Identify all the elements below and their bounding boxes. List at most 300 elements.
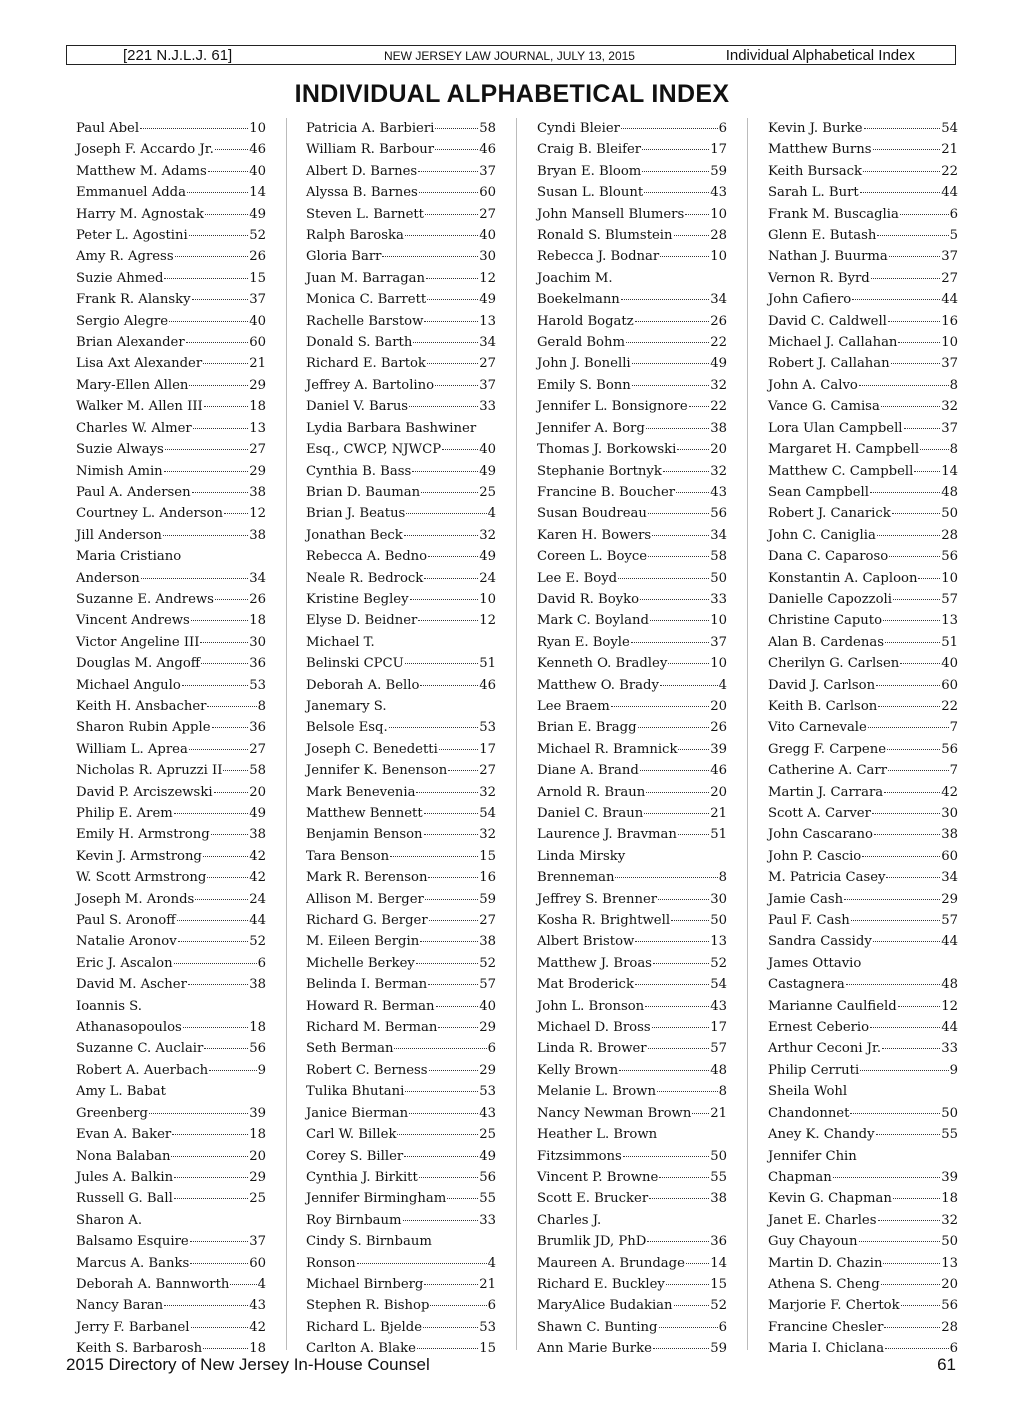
index-entry-page: 46 — [479, 142, 496, 158]
index-entry-name: Deborah A. Bannworth — [76, 1276, 230, 1292]
dot-leader — [214, 792, 249, 793]
index-entry — [306, 482, 496, 503]
index-entry — [768, 568, 958, 589]
index-entry-page: 46 — [479, 677, 496, 693]
index-entry — [306, 353, 496, 374]
index-entry-name: Steven L. Barnett — [306, 206, 424, 222]
index-entry-page: 33 — [941, 1041, 958, 1057]
index-entry — [306, 375, 496, 396]
index-entry — [306, 503, 496, 524]
index-entry-name-line1: Charles J. — [537, 1212, 602, 1228]
index-entry — [306, 246, 496, 267]
dot-leader — [877, 235, 948, 236]
index-entry — [306, 1317, 496, 1338]
index-entry — [306, 1295, 496, 1316]
dot-leader — [397, 1134, 478, 1135]
index-entry-name: Dana C. Caparoso — [768, 549, 889, 565]
index-entry-name: Charles W. Almer — [76, 420, 192, 436]
index-entry-page: 29 — [479, 1062, 496, 1078]
index-entry-page: 20 — [249, 1148, 266, 1164]
index-entry — [306, 525, 496, 546]
index-entry — [768, 461, 958, 482]
dot-leader — [421, 492, 478, 493]
index-entry-page: 33 — [479, 399, 496, 415]
index-entry-name: Stephen R. Bishop — [306, 1298, 430, 1314]
dot-leader — [844, 899, 940, 900]
index-entry-page: 46 — [249, 142, 266, 158]
index-entry — [76, 1060, 266, 1081]
index-entry-page: 22 — [710, 335, 727, 351]
index-entry-name: John P. Cascio — [768, 848, 862, 864]
index-entry-page: 8 — [718, 870, 727, 886]
dot-leader — [635, 941, 709, 942]
index-entry-name: Matthew Bennett — [306, 806, 423, 821]
index-entry — [306, 1060, 496, 1081]
index-entry-page: 10 — [710, 249, 727, 265]
index-entry-page: 38 — [249, 827, 266, 843]
index-entry — [306, 118, 496, 139]
dot-leader — [203, 856, 248, 857]
index-entry — [76, 439, 266, 460]
index-entry — [768, 889, 958, 910]
index-entry-name: David M. Ascher — [76, 977, 187, 993]
index-entry — [76, 889, 266, 910]
index-entry — [306, 289, 496, 310]
index-entry — [306, 461, 496, 482]
index-entry — [306, 974, 496, 995]
dot-leader — [646, 792, 709, 793]
dot-leader — [418, 171, 478, 172]
index-entry-page: 38 — [710, 420, 727, 436]
index-entry-name: Gloria Barr — [306, 249, 382, 265]
dot-leader — [678, 834, 709, 835]
index-entry-name: Glenn E. Butash — [768, 228, 877, 244]
index-entry-page: 25 — [249, 1191, 266, 1207]
dot-leader — [448, 770, 478, 771]
index-entry — [537, 910, 727, 931]
index-entry-name: Daniel V. Barus — [306, 399, 409, 415]
index-entry-page: 29 — [249, 463, 266, 479]
index-entry — [537, 974, 727, 995]
index-entry — [76, 353, 266, 374]
index-entry — [768, 268, 958, 289]
index-entry — [768, 396, 958, 417]
index-entry-page: 43 — [710, 484, 727, 500]
index-entry — [768, 482, 958, 503]
index-entry-name-line1: Ioannis S. — [76, 998, 142, 1014]
index-entry-page: 40 — [479, 442, 496, 458]
dot-leader — [864, 128, 941, 129]
index-entry — [768, 824, 958, 845]
dot-leader — [883, 620, 940, 621]
index-entry-name-line1: James Ottavio — [768, 955, 862, 971]
index-entry-name: Matthew C. Campbell — [768, 463, 914, 479]
index-entry-name: Catherine A. Carr — [768, 763, 888, 779]
index-entry-name: John A. Calvo — [768, 377, 858, 393]
index-entry — [537, 418, 727, 439]
index-entry-page: 13 — [479, 313, 496, 329]
index-entry-page: 18 — [249, 399, 266, 415]
dot-leader — [640, 599, 709, 600]
index-entry-name: Janet E. Charles — [768, 1212, 877, 1228]
index-entry-page: 16 — [941, 313, 958, 329]
index-entry-name: Albert D. Barnes — [306, 163, 418, 179]
index-entry-page: 10 — [710, 206, 727, 222]
index-entry — [537, 246, 727, 267]
dot-leader — [438, 1027, 478, 1028]
dot-leader — [435, 385, 478, 386]
index-entry-page: 58 — [249, 763, 266, 779]
index-entry-name: Nancy Newman Brown — [537, 1105, 692, 1121]
index-entry-page: 10 — [941, 570, 958, 586]
index-entry-name: Keith H. Ansbacher — [76, 698, 207, 714]
index-entry-name: Vito Carnevale — [768, 720, 867, 736]
dot-leader — [208, 171, 248, 172]
index-entry-name: Vincent Andrews — [76, 613, 190, 629]
index-entry-name: Mark R. Berenson — [306, 870, 428, 886]
index-entry-page: 50 — [710, 913, 727, 929]
index-entry-name: Paul S. Aronoff — [76, 913, 176, 929]
index-entry — [76, 332, 266, 353]
index-entry-page: 13 — [941, 613, 958, 629]
index-entry-page: 32 — [941, 399, 958, 415]
index-entry-page: 58 — [710, 549, 727, 565]
index-entry-name: David J. Carlson — [768, 677, 876, 693]
index-entry-page: 27 — [479, 356, 496, 372]
index-entry-name: Russell G. Ball — [76, 1191, 173, 1207]
index-entry — [76, 161, 266, 182]
index-entry-page: 18 — [249, 1020, 266, 1036]
index-entry — [768, 867, 958, 888]
index-entry-name: Joseph F. Accardo Jr. — [76, 142, 214, 158]
index-entry-name: Susan Boudreau — [537, 506, 647, 522]
dot-leader — [900, 663, 940, 664]
dot-leader — [649, 1198, 709, 1199]
index-entry-page: 25 — [479, 1127, 496, 1143]
index-entry-name: Brian Alexander — [76, 335, 185, 351]
dot-leader — [881, 406, 940, 407]
dot-leader — [190, 1241, 249, 1242]
dot-leader — [427, 299, 478, 300]
index-entry — [306, 396, 496, 417]
index-entry-page: 15 — [249, 270, 266, 286]
index-entry — [537, 739, 727, 760]
index-entry — [768, 182, 958, 203]
dot-leader — [192, 492, 249, 493]
index-entry — [306, 910, 496, 931]
index-entry — [768, 311, 958, 332]
dot-leader — [660, 685, 718, 686]
index-entry-name: Emily S. Bonn — [537, 377, 631, 393]
index-entry — [76, 1295, 266, 1316]
footer-page-number: 61 — [937, 1355, 956, 1374]
index-entry — [537, 1103, 727, 1124]
index-entry-name: Brumlik JD, PhD — [537, 1234, 647, 1250]
index-entry — [537, 1231, 727, 1252]
dot-leader — [887, 749, 940, 750]
dot-leader — [164, 278, 248, 279]
index-entry-page: 49 — [479, 549, 496, 565]
index-entry — [537, 1188, 727, 1209]
dot-leader — [870, 1027, 940, 1028]
dot-leader — [689, 406, 710, 407]
dot-leader — [621, 128, 718, 129]
index-entry — [768, 1060, 958, 1081]
index-entry-page: 18 — [941, 1191, 958, 1207]
dot-leader — [141, 578, 248, 579]
index-entry — [768, 225, 958, 246]
dot-leader — [646, 428, 709, 429]
index-entry-page: 14 — [941, 463, 958, 479]
index-entry — [306, 332, 496, 353]
dot-leader — [642, 149, 709, 150]
index-entry — [306, 760, 496, 781]
running-header — [66, 45, 956, 65]
dot-leader — [424, 578, 478, 579]
dot-leader — [205, 214, 248, 215]
index-entry-page: 20 — [941, 1276, 958, 1292]
index-entry — [76, 846, 266, 867]
index-entry-name: Karen H. Bowers — [537, 527, 652, 543]
index-entry-name: M. Eileen Bergin — [306, 934, 420, 950]
index-entry — [768, 910, 958, 931]
index-entry-name: Frank R. Alansky — [76, 292, 191, 308]
index-entry — [537, 568, 727, 589]
index-column-4 — [768, 118, 958, 1360]
dot-leader — [177, 920, 249, 921]
index-entry-name: Jill Anderson — [76, 527, 162, 543]
index-entry-name: Ronson — [306, 1255, 356, 1271]
dot-leader — [169, 321, 248, 322]
dot-leader — [427, 363, 478, 364]
index-entry-page: 43 — [710, 185, 727, 201]
index-entry-page: 10 — [710, 656, 727, 672]
dot-leader — [635, 984, 709, 985]
dot-leader — [876, 685, 940, 686]
dot-leader — [660, 256, 709, 257]
index-entry-name: Marcus A. Banks — [76, 1255, 190, 1271]
index-entry-page: 44 — [249, 913, 266, 929]
index-entry-page: 57 — [941, 591, 958, 607]
index-entry-name: Keith S. Barbarosh — [76, 1341, 203, 1357]
index-entry-name: Martin D. Chazin — [768, 1255, 883, 1271]
index-entry — [76, 632, 266, 653]
index-entry-page: 52 — [249, 934, 266, 950]
dot-leader — [403, 1220, 479, 1221]
index-entry-page: 38 — [710, 1191, 727, 1207]
index-entry-page: 37 — [710, 634, 727, 650]
dot-leader — [424, 813, 479, 814]
index-entry — [76, 696, 266, 717]
index-entry — [537, 332, 727, 353]
index-entry — [537, 867, 727, 888]
index-entry-page: 59 — [479, 891, 496, 907]
dot-leader — [416, 792, 478, 793]
index-entry-page: 20 — [710, 698, 727, 714]
index-entry — [537, 546, 727, 567]
dot-leader — [163, 535, 248, 536]
dot-leader — [640, 770, 709, 771]
index-entry — [76, 525, 266, 546]
index-entry — [306, 1274, 496, 1295]
index-entry-page: 6 — [949, 206, 958, 222]
index-entry-name: Thomas J. Borkowski — [537, 442, 677, 458]
index-entry — [306, 953, 496, 974]
dot-leader — [644, 813, 709, 814]
dot-leader — [898, 1006, 941, 1007]
index-entry-name: Douglas M. Angoff — [76, 656, 201, 672]
index-entry — [768, 739, 958, 760]
index-entry-page: 30 — [249, 634, 266, 650]
dot-leader — [191, 1327, 249, 1328]
index-entry-page: 55 — [710, 1169, 727, 1185]
index-entry-name: Coreen L. Boyce — [537, 549, 648, 565]
index-entry — [537, 1167, 727, 1188]
index-entry-page: 43 — [710, 998, 727, 1014]
dot-leader — [409, 1113, 478, 1114]
index-entry-name: Cherilyn G. Carlsen — [768, 656, 900, 672]
index-entry — [76, 1274, 266, 1295]
index-entry-name: John C. Caniglia — [768, 527, 876, 543]
index-entry — [76, 396, 266, 417]
dot-leader — [632, 363, 710, 364]
index-entry — [768, 1188, 958, 1209]
index-entry-name-line1: Cindy S. Birnbaum — [306, 1234, 432, 1250]
dot-leader — [412, 471, 478, 472]
index-entry-name: Keith Bursack — [768, 163, 862, 179]
index-entry-page: 10 — [941, 335, 958, 351]
index-entry-name: Allison M. Berger — [306, 891, 424, 907]
dot-leader — [413, 342, 478, 343]
dot-leader — [419, 192, 478, 193]
index-entry — [306, 439, 496, 460]
index-entry-page: 60 — [479, 185, 496, 201]
index-entry-name: Margaret H. Campbell — [768, 442, 920, 458]
index-entry-name: John J. Bonelli — [537, 356, 631, 372]
index-entry — [76, 867, 266, 888]
index-entry-name: Paul Abel — [76, 121, 140, 136]
index-entry-name: Gregg F. Carpene — [768, 741, 886, 757]
index-entry-name: Michelle Berkey — [306, 955, 415, 971]
dot-leader — [429, 920, 479, 921]
index-entry — [76, 268, 266, 289]
dot-leader — [426, 278, 478, 279]
index-entry-name-line1: Lydia Barbara Bashwiner — [306, 420, 477, 436]
index-entry-name: Deborah A. Bello — [306, 677, 420, 693]
dot-leader — [886, 877, 940, 878]
index-entry-page: 43 — [249, 1298, 266, 1314]
index-entry-name: Esq., CWCP, NJWCP — [306, 442, 442, 458]
index-entry-name: William R. Barbour — [306, 142, 435, 158]
index-entry-name: Gerald Bohm — [537, 335, 625, 351]
index-entry-page: 53 — [479, 1084, 496, 1100]
index-entry — [768, 353, 958, 374]
index-entry-page: 6 — [949, 1341, 958, 1357]
index-entry-name: Rachelle Barstow — [306, 313, 424, 329]
index-entry-name: Richard G. Berger — [306, 913, 428, 929]
dot-leader — [182, 685, 248, 686]
dot-leader — [193, 428, 249, 429]
dot-leader — [659, 1327, 718, 1328]
index-entry-page: 59 — [710, 163, 727, 179]
dot-leader — [677, 449, 709, 450]
dot-leader — [893, 1198, 940, 1199]
dot-leader — [425, 899, 478, 900]
index-entry — [537, 182, 727, 203]
dot-leader — [889, 256, 940, 257]
index-entry-page: 56 — [941, 1298, 958, 1314]
dot-leader — [873, 149, 941, 150]
index-entry-name: Seth Berman — [306, 1041, 394, 1057]
index-entry-page: 49 — [249, 806, 266, 821]
index-entry-name: Kevin G. Chapman — [768, 1191, 892, 1207]
index-entry — [76, 1231, 266, 1252]
index-entry-name: Paul F. Cash — [768, 913, 850, 929]
index-entry-page: 38 — [249, 484, 266, 500]
dot-leader — [870, 492, 940, 493]
index-entry-page: 26 — [710, 720, 727, 736]
index-entry — [306, 846, 496, 867]
dot-leader — [666, 1284, 709, 1285]
index-entry-page: 42 — [941, 784, 958, 800]
index-entry-name: Brian D. Bauman — [306, 484, 421, 500]
index-entry — [768, 1338, 958, 1359]
index-entry-page: 26 — [249, 591, 266, 607]
index-entry-page: 21 — [479, 1276, 496, 1292]
index-entry-name: Carlton A. Blake — [306, 1341, 416, 1357]
index-entry-name: Jennifer A. Borg — [537, 420, 645, 436]
dot-leader — [668, 663, 709, 664]
index-entry — [768, 161, 958, 182]
index-entry-page: 52 — [710, 1298, 727, 1314]
index-entry-name: Richard M. Berman — [306, 1020, 438, 1036]
dot-leader — [868, 727, 949, 728]
dot-leader — [852, 299, 940, 300]
index-entry-name: Frank M. Buscaglia — [768, 206, 899, 222]
index-entry-page: 44 — [941, 185, 958, 201]
dot-leader — [878, 1220, 941, 1221]
index-entry-page: 53 — [479, 720, 496, 736]
index-entry — [537, 824, 727, 845]
index-entry-name: Athanasopoulos — [76, 1020, 182, 1036]
index-entry-page: 37 — [249, 292, 266, 308]
dot-leader — [405, 663, 478, 664]
dot-leader — [653, 963, 709, 964]
index-entry-page: 42 — [249, 870, 266, 886]
dot-leader — [904, 428, 941, 429]
dot-leader — [207, 706, 256, 707]
index-entry-page: 4 — [487, 506, 496, 522]
index-entry — [537, 439, 727, 460]
index-entry-name-line1: Heather L. Brown — [537, 1127, 658, 1143]
index-entry-name: Natalie Aronov — [76, 934, 177, 950]
index-entry-page: 50 — [710, 1148, 727, 1164]
index-entry — [537, 931, 727, 952]
dot-leader — [435, 128, 478, 129]
index-entry — [306, 589, 496, 610]
column-divider — [286, 118, 287, 1350]
index-entry-page: 52 — [479, 955, 496, 971]
index-entry — [76, 739, 266, 760]
index-entry — [306, 717, 496, 738]
index-entry-name: David P. Arciszewski — [76, 784, 213, 800]
index-entry-page: 34 — [249, 570, 266, 586]
index-entry-page: 36 — [249, 656, 266, 672]
index-entry — [768, 803, 958, 824]
index-entry-page: 32 — [710, 377, 727, 393]
dot-leader — [394, 1048, 486, 1049]
index-entry — [537, 1274, 727, 1295]
